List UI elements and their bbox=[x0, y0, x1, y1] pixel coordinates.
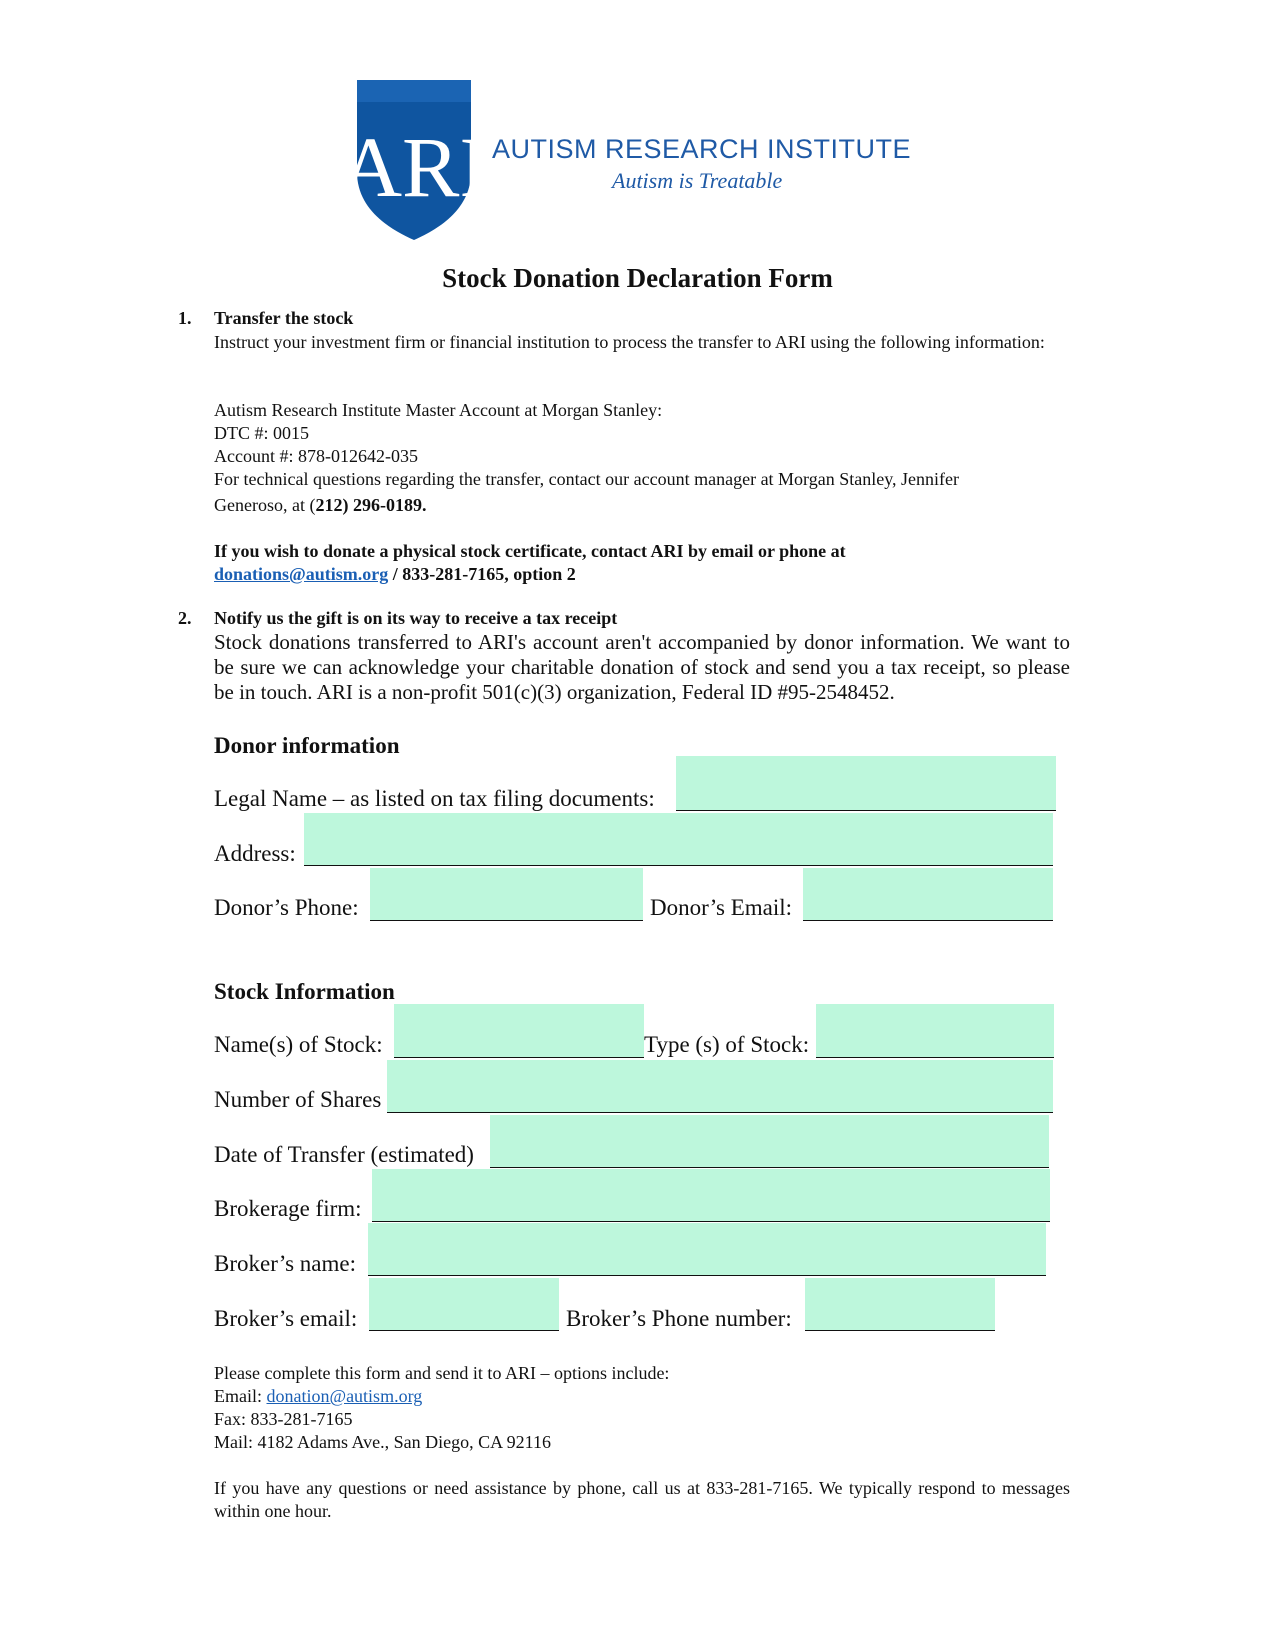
footer-fax: Fax: 833-281-7165 bbox=[214, 1409, 353, 1429]
broker-email-field[interactable] bbox=[369, 1278, 559, 1331]
footer-questions: If you have any questions or need assistance by phone, call us at 833-281-7165. We typically respond to messages within one hour. bbox=[214, 1478, 1070, 1521]
section-2-body: Stock donations transferred to ARI's account aren't accompanied by donor information. We want to be sure we can acknowledge your charitable donation of stock and send you a tax receipt, so please be in touch. ARI is a non-profit 501(c)(3) organization, Federal ID #95-2548452. bbox=[214, 630, 1070, 704]
tech-contact-prefix: Generoso, at ( bbox=[214, 495, 316, 515]
tech-contact-line: For technical questions regarding the transfer, contact our account manager at Morgan Stanley, Jennifer bbox=[214, 469, 960, 489]
physical-certificate-contact bbox=[214, 563, 576, 586]
logo-letters: ARI bbox=[339, 119, 489, 215]
stock-names-field[interactable] bbox=[394, 1004, 644, 1058]
dtc-number: DTC #: 0015 bbox=[214, 423, 310, 443]
broker-phone-field[interactable] bbox=[805, 1278, 995, 1331]
account-title: Autism Research Institute Master Account at Morgan Stanley: bbox=[214, 400, 663, 420]
brokerage-label: Brokerage firm: bbox=[214, 1196, 362, 1221]
address-label: Address: bbox=[214, 841, 296, 866]
ari-logo bbox=[339, 80, 489, 240]
broker-name-label: Broker’s name: bbox=[214, 1251, 357, 1276]
section-2-number: 2. bbox=[178, 608, 192, 628]
broker-phone-label: Broker’s Phone number: bbox=[566, 1306, 792, 1331]
transfer-date-label: Date of Transfer (estimated) bbox=[214, 1142, 474, 1167]
legal-name-field[interactable] bbox=[676, 756, 1056, 811]
account-number: Account #: 878-012642-035 bbox=[214, 446, 418, 466]
brokerage-field[interactable] bbox=[372, 1169, 1050, 1222]
physical-certificate-note: If you wish to donate a physical stock certificate, contact ARI by email or phone at bbox=[214, 541, 846, 561]
address-field[interactable] bbox=[304, 813, 1053, 866]
shares-field[interactable] bbox=[387, 1060, 1053, 1113]
stock-type-label: Type (s) of Stock: bbox=[644, 1032, 810, 1057]
physical-phone: / 833-281-7165, option 2 bbox=[388, 564, 576, 584]
page-title: Stock Donation Declaration Form bbox=[442, 263, 833, 293]
donor-email-label: Donor’s Email: bbox=[650, 895, 793, 920]
org-name: AUTISM RESEARCH INSTITUTE bbox=[492, 134, 912, 164]
broker-name-field[interactable] bbox=[368, 1223, 1046, 1276]
stock-names-label: Name(s) of Stock: bbox=[214, 1032, 383, 1057]
transfer-date-field[interactable] bbox=[490, 1115, 1049, 1168]
stock-type-field[interactable] bbox=[816, 1004, 1054, 1058]
tech-contact-line-2 bbox=[214, 494, 426, 517]
org-tagline: Autism is Treatable bbox=[612, 168, 783, 193]
donor-info-heading: Donor information bbox=[214, 733, 400, 758]
send-instructions: Please complete this form and send it to ARI – options include: bbox=[214, 1363, 670, 1383]
section-1-intro: Instruct your investment firm or financial institution to process the transfer to ARI using the following information: bbox=[214, 332, 1045, 352]
section-1-number: 1. bbox=[178, 308, 192, 328]
donor-phone-field[interactable] bbox=[370, 868, 643, 921]
broker-email-label: Broker’s email: bbox=[214, 1306, 358, 1331]
donor-phone-label: Donor’s Phone: bbox=[214, 895, 359, 920]
section-1-heading: Transfer the stock bbox=[214, 308, 354, 328]
section-2-heading: Notify us the gift is on its way to receive a tax receipt bbox=[214, 608, 618, 628]
stock-info-heading: Stock Information bbox=[214, 979, 395, 1004]
shares-label: Number of Shares bbox=[214, 1087, 382, 1112]
footer-email-prefix: Email: bbox=[214, 1386, 267, 1406]
tech-contact-phone: 212) 296-0189. bbox=[315, 495, 427, 515]
donations-email-link[interactable]: donations@autism.org bbox=[214, 564, 389, 584]
footer-email-line bbox=[214, 1385, 422, 1408]
footer-mail: Mail: 4182 Adams Ave., San Diego, CA 92116 bbox=[214, 1432, 551, 1452]
legal-name-label: Legal Name – as listed on tax filing documents: bbox=[214, 786, 655, 811]
footer-email-link[interactable]: donation@autism.org bbox=[266, 1386, 423, 1406]
donor-email-field[interactable] bbox=[803, 868, 1053, 921]
